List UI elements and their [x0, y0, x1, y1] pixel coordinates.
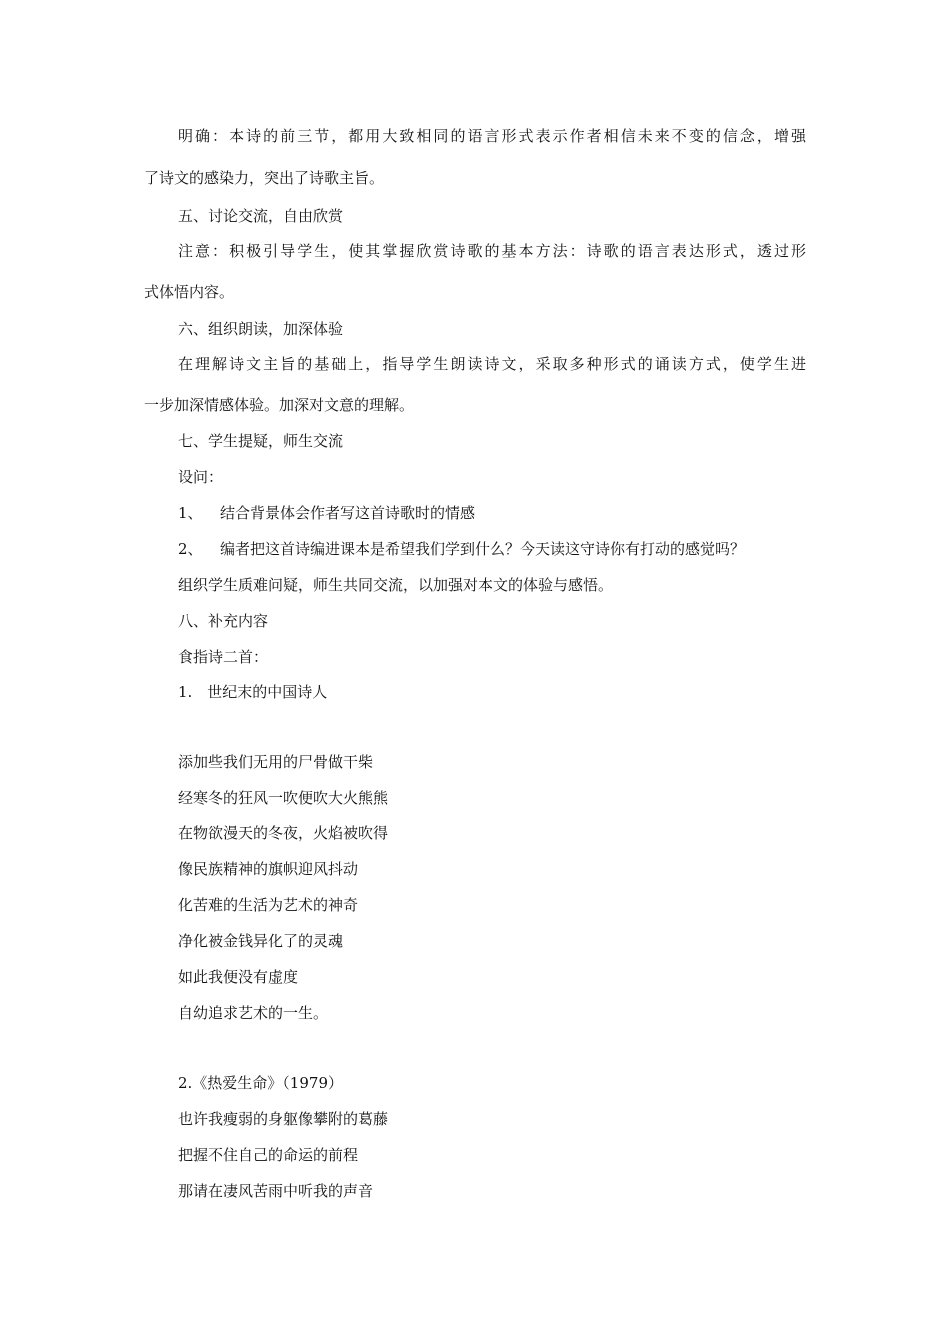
- question-intro: 设问：: [178, 468, 224, 486]
- list-item-text: 结合背景体会作者写这首诗歌时的情感: [220, 504, 476, 522]
- poem-title: 2.《热爱生命》（1979）: [178, 1074, 343, 1092]
- poem-line: 把握不住自己的命运的前程: [178, 1146, 359, 1164]
- poem-line: 净化被金钱异化了的灵魂: [178, 932, 344, 950]
- list-item-number: 2、: [178, 540, 203, 558]
- list-item-number: 1、: [178, 504, 203, 522]
- list-item-text: 编者把这首诗编进课本是希望我们学到什么？今天读这守诗你有打动的感觉吗？: [220, 540, 746, 558]
- poem-line: 添加些我们无用的尸骨做干柴: [178, 753, 374, 771]
- paragraph-line: 了诗文的感染力，突出了诗歌主旨。: [144, 169, 385, 187]
- paragraph-line: 式体悟内容。: [144, 283, 235, 301]
- poem-line: 经寒冬的狂风一吹便吹大火熊熊: [178, 789, 389, 807]
- supplement-intro: 食指诗二首：: [178, 648, 269, 666]
- section-heading: 七、学生提疑，师生交流: [178, 432, 344, 450]
- poem-line: 在物欲漫天的冬夜，火焰被吹得: [178, 824, 389, 842]
- paragraph-line: 注意：积极引导学生，使其掌握欣赏诗歌的基本方法：诗歌的语言表达形式，透过形: [178, 242, 806, 260]
- section-heading: 六、组织朗读，加深体验: [178, 320, 344, 338]
- paragraph-line: 明确：本诗的前三节，都用大致相同的语言形式表示作者相信未来不变的信念，增强: [178, 127, 806, 145]
- poem-title: 1. 世纪末的中国诗人: [178, 683, 328, 701]
- paragraph-line: 在理解诗文主旨的基础上，指导学生朗读诗文，采取多种形式的诵读方式，使学生进: [178, 355, 806, 373]
- paragraph-line: 组织学生质难问疑，师生共同交流，以加强对本文的体验与感悟。: [178, 576, 614, 594]
- section-heading: 八、补充内容: [178, 612, 269, 630]
- poem-line: 自幼追求艺术的一生。: [178, 1004, 329, 1022]
- paragraph-line: 一步加深情感体验。加深对文意的理解。: [144, 396, 415, 414]
- poem-line: 像民族精神的旗帜迎风抖动: [178, 860, 359, 878]
- poem-line: 化苦难的生活为艺术的神奇: [178, 896, 359, 914]
- poem-line: 如此我便没有虚度: [178, 968, 299, 986]
- poem-line: 那请在凄风苦雨中听我的声音: [178, 1182, 374, 1200]
- poem-line: 也许我瘦弱的身躯像攀附的葛藤: [178, 1110, 389, 1128]
- section-heading: 五、讨论交流，自由欣赏: [178, 207, 344, 225]
- list-item: [178, 539, 745, 559]
- list-item: [178, 503, 475, 523]
